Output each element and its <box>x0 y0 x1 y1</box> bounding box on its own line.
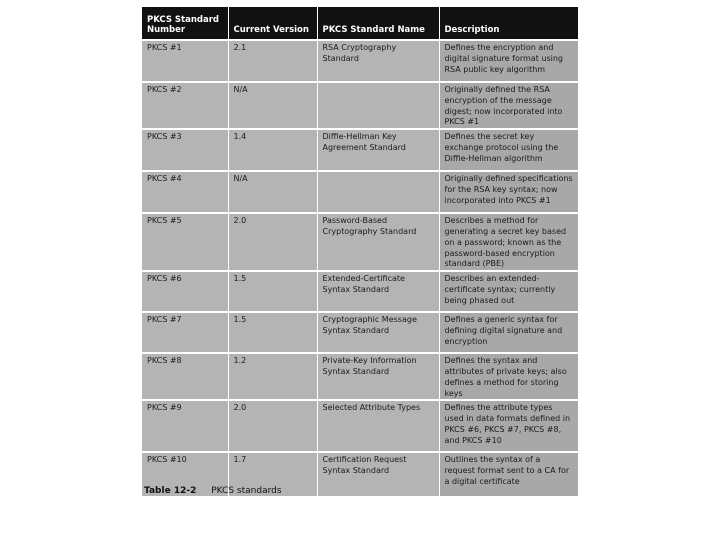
cell-description: Originally defined the RSA encryption of the message digest; now incorporated into PKCS #1 <box>439 82 578 129</box>
cell-description: Outlines the syntax of a request format sent to a CA for a digital certificate <box>439 452 578 496</box>
table-row <box>142 129 578 171</box>
cell-version: 1.4 <box>228 129 317 171</box>
table-row <box>142 40 578 82</box>
cell-number: PKCS #5 <box>142 213 228 271</box>
table-row <box>142 353 578 400</box>
cell-version: N/A <box>228 171 317 213</box>
pkcs-standards-table <box>142 7 578 496</box>
cell-version: 2.0 <box>228 400 317 452</box>
table-row <box>142 213 578 271</box>
cell-name: Selected Attribute Types <box>317 400 439 452</box>
table-row <box>142 312 578 353</box>
cell-description: Describes an extended-certificate syntax; currently being phased out <box>439 271 578 312</box>
cell-description: Defines the attribute types used in data formats defined in PKCS #6, PKCS #7, PKCS #8, and PKCS #10 <box>439 400 578 452</box>
cell-version: 1.2 <box>228 353 317 400</box>
cell-version: 2.1 <box>228 40 317 82</box>
cell-description: Originally defined specifications for the RSA key syntax; now incorporated into PKCS #1 <box>439 171 578 213</box>
cell-description: Defines the syntax and attributes of private keys; also defines a method for storing keys <box>439 353 578 400</box>
table-row <box>142 271 578 312</box>
cell-number: PKCS #8 <box>142 353 228 400</box>
cell-name: Private-Key Information Syntax Standard <box>317 353 439 400</box>
cell-version: 2.0 <box>228 213 317 271</box>
cell-number: PKCS #4 <box>142 171 228 213</box>
header-description: Description <box>439 7 578 40</box>
table-row <box>142 171 578 213</box>
cell-version: 1.5 <box>228 271 317 312</box>
header-standard-number: PKCS Standard Number <box>142 7 228 40</box>
cell-version: N/A <box>228 82 317 129</box>
cell-description: Describes a method for generating a secret key based on a password; known as the password-based encryption standard (PBE) <box>439 213 578 271</box>
cell-name: Certification Request Syntax Standard <box>317 452 439 496</box>
cell-name: Extended-Certificate Syntax Standard <box>317 271 439 312</box>
header-current-version: Current Version <box>228 7 317 40</box>
caption-text: PKCS standards <box>211 486 282 496</box>
cell-description: Defines a generic syntax for defining digital signature and encryption <box>439 312 578 353</box>
cell-name <box>317 171 439 213</box>
cell-version: 1.7 <box>228 452 317 496</box>
caption-number: Table 12-2 <box>144 486 197 496</box>
table-caption <box>144 486 282 496</box>
cell-name <box>317 82 439 129</box>
cell-version: 1.5 <box>228 312 317 353</box>
cell-number: PKCS #9 <box>142 400 228 452</box>
table-row <box>142 82 578 129</box>
cell-name: Cryptographic Message Syntax Standard <box>317 312 439 353</box>
cell-name: RSA Cryptography Standard <box>317 40 439 82</box>
cell-number: PKCS #1 <box>142 40 228 82</box>
pkcs-table-container <box>142 7 578 496</box>
cell-description: Defines the secret key exchange protocol using the Diffie-Hellman algorithm <box>439 129 578 171</box>
cell-name: Password-Based Cryptography Standard <box>317 213 439 271</box>
cell-name: Diffie-Hellman Key Agreement Standard <box>317 129 439 171</box>
cell-number: PKCS #3 <box>142 129 228 171</box>
table-row <box>142 400 578 452</box>
cell-number: PKCS #7 <box>142 312 228 353</box>
cell-number: PKCS #2 <box>142 82 228 129</box>
header-standard-name: PKCS Standard Name <box>317 7 439 40</box>
cell-number: PKCS #10 <box>142 452 228 496</box>
cell-number: PKCS #6 <box>142 271 228 312</box>
table-header-row <box>142 7 578 40</box>
cell-description: Defines the encryption and digital signature format using RSA public key algorithm <box>439 40 578 82</box>
